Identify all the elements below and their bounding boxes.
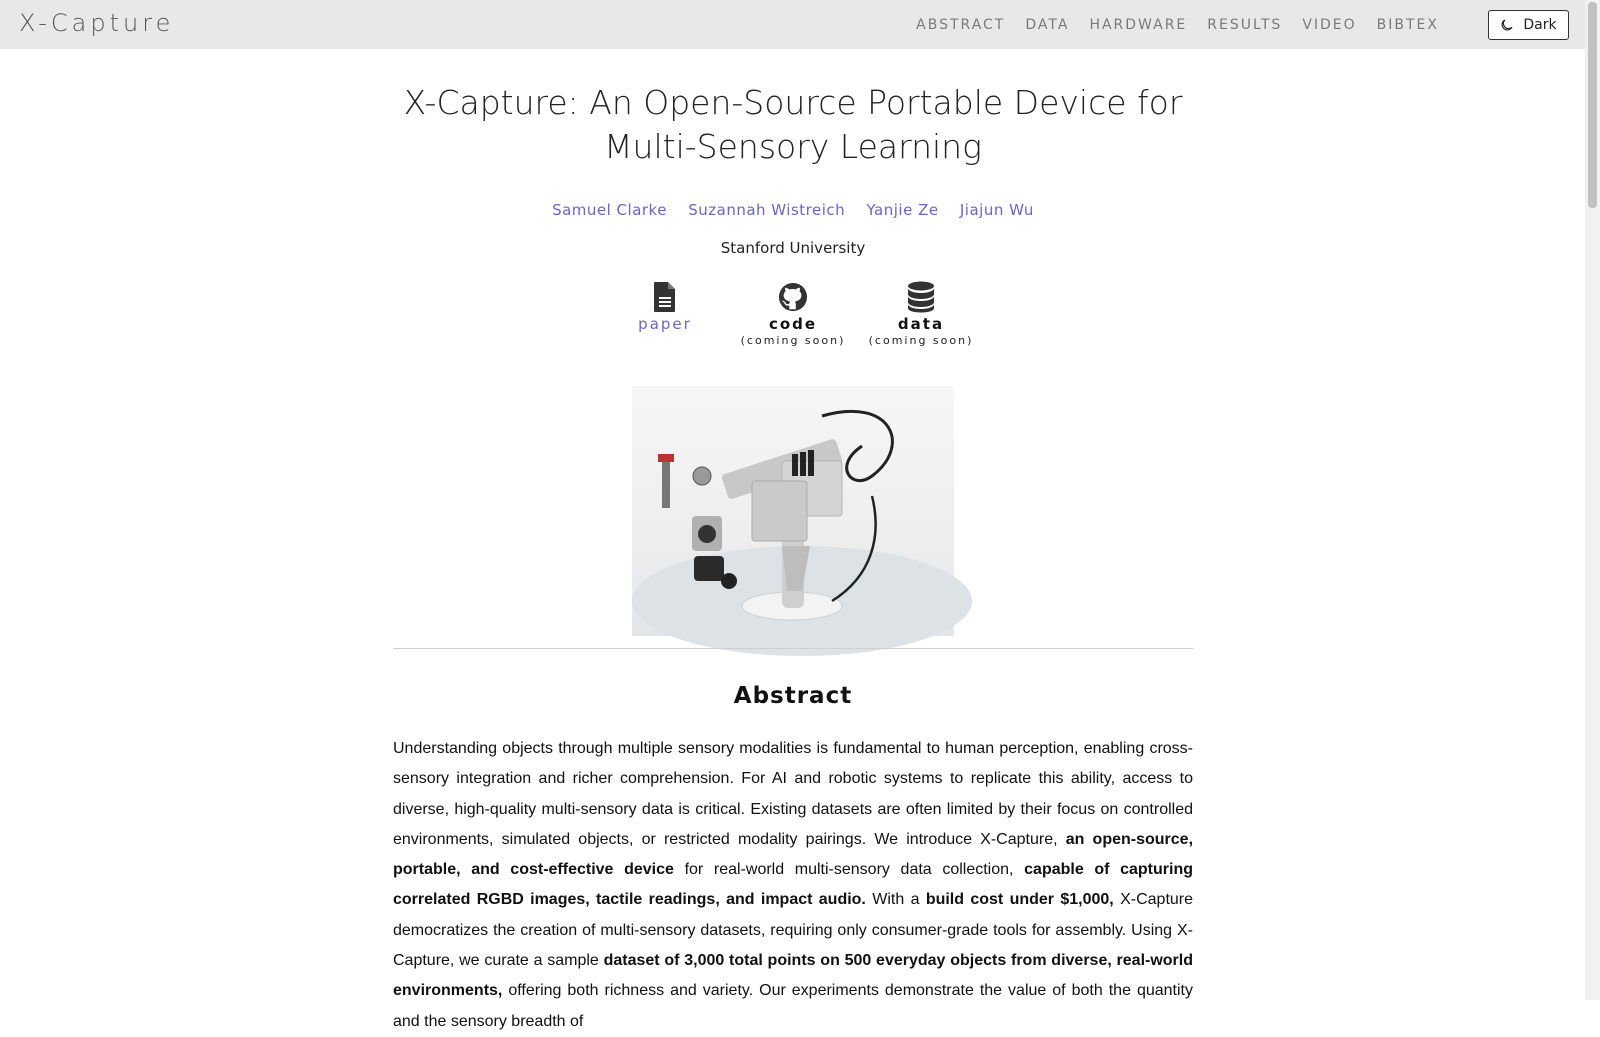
- data-note: (coming soon): [868, 334, 974, 347]
- nav-results[interactable]: RESULTS: [1207, 16, 1283, 33]
- moon-icon: [1500, 19, 1513, 32]
- github-icon: [778, 281, 808, 313]
- author-link[interactable]: Suzannah Wistreich: [688, 201, 846, 219]
- nav-data[interactable]: DATA: [1025, 16, 1070, 33]
- author-link[interactable]: Samuel Clarke: [552, 201, 667, 219]
- code-label: code: [768, 315, 818, 333]
- nav-hardware[interactable]: HARDWARE: [1089, 16, 1188, 33]
- author-list: [393, 201, 1193, 219]
- device-illustration: [632, 386, 954, 636]
- scrollbar-thumb[interactable]: [1588, 2, 1597, 208]
- nav-video[interactable]: VIDEO: [1302, 16, 1357, 33]
- author-link[interactable]: Jiajun Wu: [959, 201, 1034, 219]
- page-scrollbar[interactable]: [1585, 0, 1600, 1000]
- code-note: (coming soon): [740, 334, 846, 347]
- device-photo: [632, 386, 954, 636]
- file-text-icon: [650, 281, 680, 313]
- data-label: data: [897, 315, 945, 333]
- nav-bibtex[interactable]: BIBTEX: [1376, 16, 1439, 33]
- dark-mode-label: Dark: [1523, 17, 1557, 33]
- abstract-heading: Abstract: [733, 683, 853, 709]
- database-icon: [906, 281, 936, 313]
- author-link[interactable]: Yanjie Ze: [866, 201, 939, 219]
- paper-link[interactable]: [610, 281, 720, 333]
- section-divider: [393, 648, 1193, 649]
- top-navbar: [0, 0, 1585, 49]
- abstract-text: Understanding objects through multiple sensory modalities is fundamental to human perception, enabling cross-sensory integration and richer comprehension. For AI and robotic systems to replicate this ability, access to diverse, high-quality multi-sensory data is critical. Existing datasets are often limited by their focus on controlled environments, simulated objects, or restricted modality pairings. We introduce X-Capture, an open-source, portable, and cost-effective device for real-world multi-sensory data collection, capable of capturing correlated RGBD images, tactile readings, and impact audio. With a build cost under $1,000, X-Capture democratizes the creation of multi-sensory datasets, requiring only consumer-grade tools for assembly. Using X-Capture, we curate a sample dataset of 3,000 total points on 500 everyday objects from diverse, real-world environments, offering both richness and variety. Our experiments demonstrate the value of both the quantity and the sensory breadth of: [393, 740, 1194, 1030]
- data-link[interactable]: [866, 281, 976, 348]
- nav-links: [896, 0, 1439, 49]
- affiliation: Stanford University: [720, 239, 866, 257]
- dark-mode-button[interactable]: [1488, 10, 1569, 40]
- nav-abstract[interactable]: ABSTRACT: [916, 16, 1006, 33]
- paper-label: paper: [638, 315, 692, 333]
- code-link[interactable]: [738, 281, 848, 348]
- site-brand[interactable]: X-Capture: [19, 9, 175, 37]
- page-title: X-Capture: An Open-Source Portable Device for Multi-Sensory Learning: [403, 83, 1183, 166]
